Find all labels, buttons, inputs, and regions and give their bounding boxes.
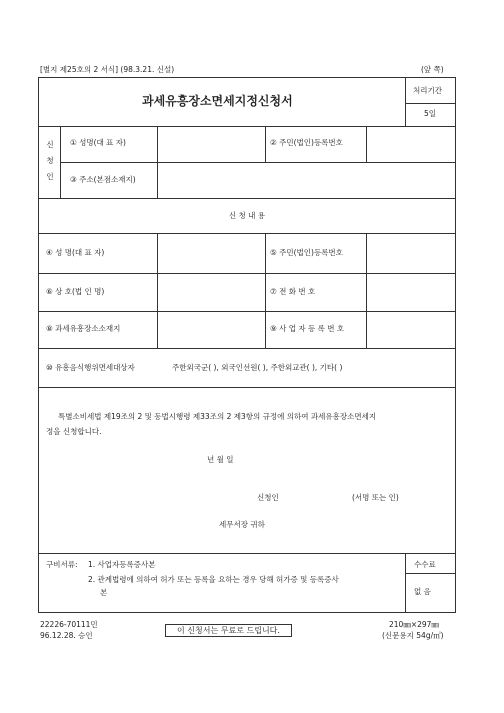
form-code: 22226-70111민 bbox=[40, 620, 98, 629]
form-title: 과세유흥장소면세지정신청서 bbox=[142, 94, 293, 108]
addressee: 세무서장 귀하 bbox=[219, 520, 265, 529]
signer-label: 신청인 bbox=[257, 493, 279, 502]
application-date: 년 월 일 bbox=[207, 455, 234, 464]
field-6-label: ⑥ 상 호(법 인 명) bbox=[46, 287, 105, 296]
page-side: (앞 쪽) bbox=[421, 65, 444, 74]
field-4-label: ④ 성 명(대 표 자) bbox=[46, 248, 105, 257]
processing-period-value: 5일 bbox=[424, 109, 437, 118]
field-10-label: ⑩ 유흥음식행위면세대상자 bbox=[46, 363, 135, 372]
field-7-label: ⑦ 전 화 번 호 bbox=[270, 287, 316, 296]
applicant-id-label: ② 주민(법인)등록번호 bbox=[270, 138, 343, 147]
document-item-2: 2. 관계법령에 의하여 허가 또는 등록을 요하는 경우 당해 허가증 및 등록증사 bbox=[88, 575, 339, 584]
approval-date: 96.12.28. 승인 bbox=[40, 631, 93, 640]
statement-line-2: 정을 신청합니다. bbox=[46, 427, 102, 436]
signature-label: (서명 또는 인) bbox=[352, 493, 399, 502]
documents-label: 구비서류: bbox=[46, 560, 78, 569]
statement-line-1: 특별소비세법 제19조의 2 및 동법시행령 제33조의 2 제3항의 규정에 의하여 과세유흥장소면세지 bbox=[58, 412, 377, 421]
applicant-address-label: ③ 주소(본점소재지) bbox=[70, 175, 136, 184]
fee-label: 수수료 bbox=[414, 560, 436, 569]
field-9-label: ⑨ 사 업 자 등 록 번 호 bbox=[270, 324, 345, 333]
form-frame bbox=[38, 77, 456, 613]
paper-type: (신문용지 54g/㎡) bbox=[382, 631, 444, 640]
applicant-name-label: ① 성명(대 표 자) bbox=[70, 138, 126, 147]
free-notice: 이 신청서는 무료로 드립니다. bbox=[165, 624, 292, 637]
document-item-2-cont: 본 bbox=[100, 588, 108, 597]
processing-period-label: 처리기간 bbox=[413, 86, 442, 95]
field-5-label: ⑤ 주민(법인)등록번호 bbox=[270, 248, 343, 257]
paper-size: 210㎜×297㎜ bbox=[389, 620, 439, 629]
document-item-1: 1. 사업자등록증사본 bbox=[88, 560, 156, 569]
fee-value: 없 음 bbox=[414, 587, 431, 596]
field-10-options[interactable]: 주한외국군( ), 외국인선원( ), 주한외교관( ), 기타( ) bbox=[172, 363, 343, 372]
form-number: [별지 제25호의 2 서식] (98.3.21. 신설) bbox=[40, 65, 175, 74]
content-heading: 신 청 내 용 bbox=[228, 211, 266, 220]
applicant-label: 신 청 인 bbox=[46, 140, 54, 181]
field-8-label: ⑧ 과세유흥장소소재지 bbox=[46, 324, 121, 333]
